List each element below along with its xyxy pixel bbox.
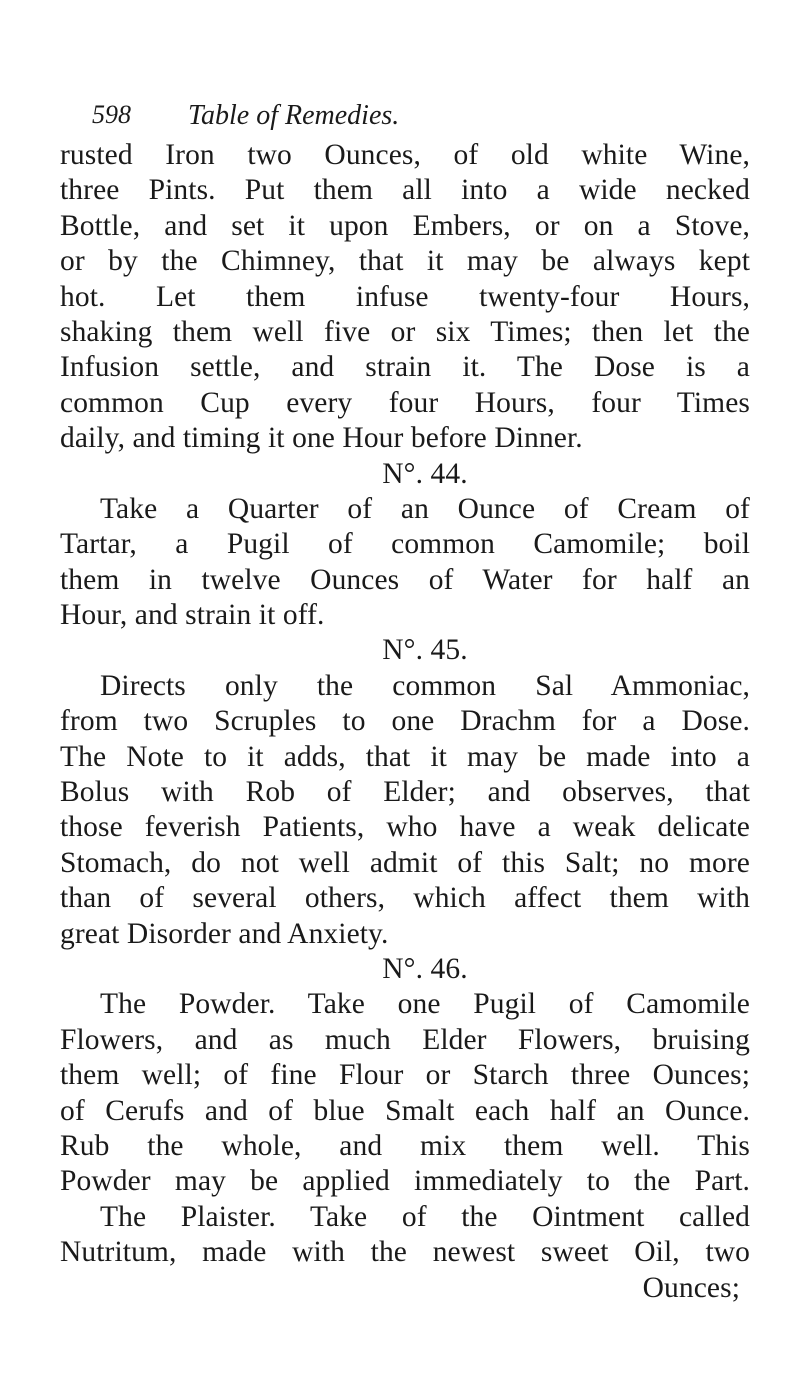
text-line: Infusion settle, and strain it. The Dose is a (60, 351, 750, 384)
text-line: Nutritum, made with the newest sweet Oil, two (60, 1236, 750, 1269)
text-line: hot. Let them infuse twenty-four Hours, (60, 280, 750, 313)
text-line: The Powder. Take one Pugil of Camomile (100, 988, 750, 1021)
text-line: daily, and timing it one Hour before Dinner. (60, 422, 583, 455)
text-line: Bolus with Rob of Elder; and observes, that (60, 776, 750, 809)
text-line: great Disorder and Anxiety. (60, 917, 389, 950)
text-line: or by the Chimney, that it may be always kept (60, 245, 750, 278)
text-line: than of several others, which affect them with (60, 882, 750, 915)
text-line: them in twelve Ounces of Water for half an (60, 563, 750, 596)
section-number-45: N°. 45. (382, 634, 468, 667)
text-line: Tartar, a Pugil of common Camomile; boil (60, 528, 750, 561)
page-header (92, 100, 732, 140)
text-line: Stomach, do not well admit of this Salt; no more (60, 846, 750, 879)
text-line: them well; of fine Flour or Starch three Ounces; (60, 1059, 750, 1092)
text-line: those feverish Patients, who have a weak delicate (60, 811, 750, 844)
page-number: 598 (92, 100, 131, 129)
text-line: shaking them well five or six Times; then let the (60, 315, 750, 348)
text-line: Directs only the common Sal Ammoniac, (100, 669, 750, 702)
section-number-44: N°. 44. (382, 457, 468, 490)
text-line: Powder may be applied immediately to the Part. (60, 1165, 750, 1198)
text-line: Rub the whole, and mix them well. This (60, 1129, 750, 1162)
text-line: of Cerufs and of blue Smalt each half an Ounce. (60, 1094, 750, 1127)
text-line: from two Scruples to one Drachm for a Dose. (60, 705, 750, 738)
text-line: common Cup every four Hours, four Times (60, 386, 750, 419)
text-line: Hour, and strain it off. (60, 599, 325, 632)
text-line: Flowers, and as much Elder Flowers, bruising (60, 1023, 750, 1056)
section-number-46: N°. 46. (382, 952, 468, 985)
running-title: Table of Remedies. (188, 100, 400, 131)
text-line: Bottle, and set it upon Embers, or on a Stove, (60, 209, 750, 242)
catchword: Ounces; (642, 1271, 740, 1304)
body-text (60, 138, 750, 1306)
text-line: three Pints. Put them all into a wide necked (60, 174, 750, 207)
text-line: The Plaister. Take of the Ointment called (100, 1200, 750, 1233)
text-line: rusted Iron two Ounces, of old white Wine, (60, 139, 750, 171)
text-line: The Note to it adds, that it may be made into a (60, 740, 750, 773)
text-line: Take a Quarter of an Ounce of Cream of (100, 492, 750, 525)
